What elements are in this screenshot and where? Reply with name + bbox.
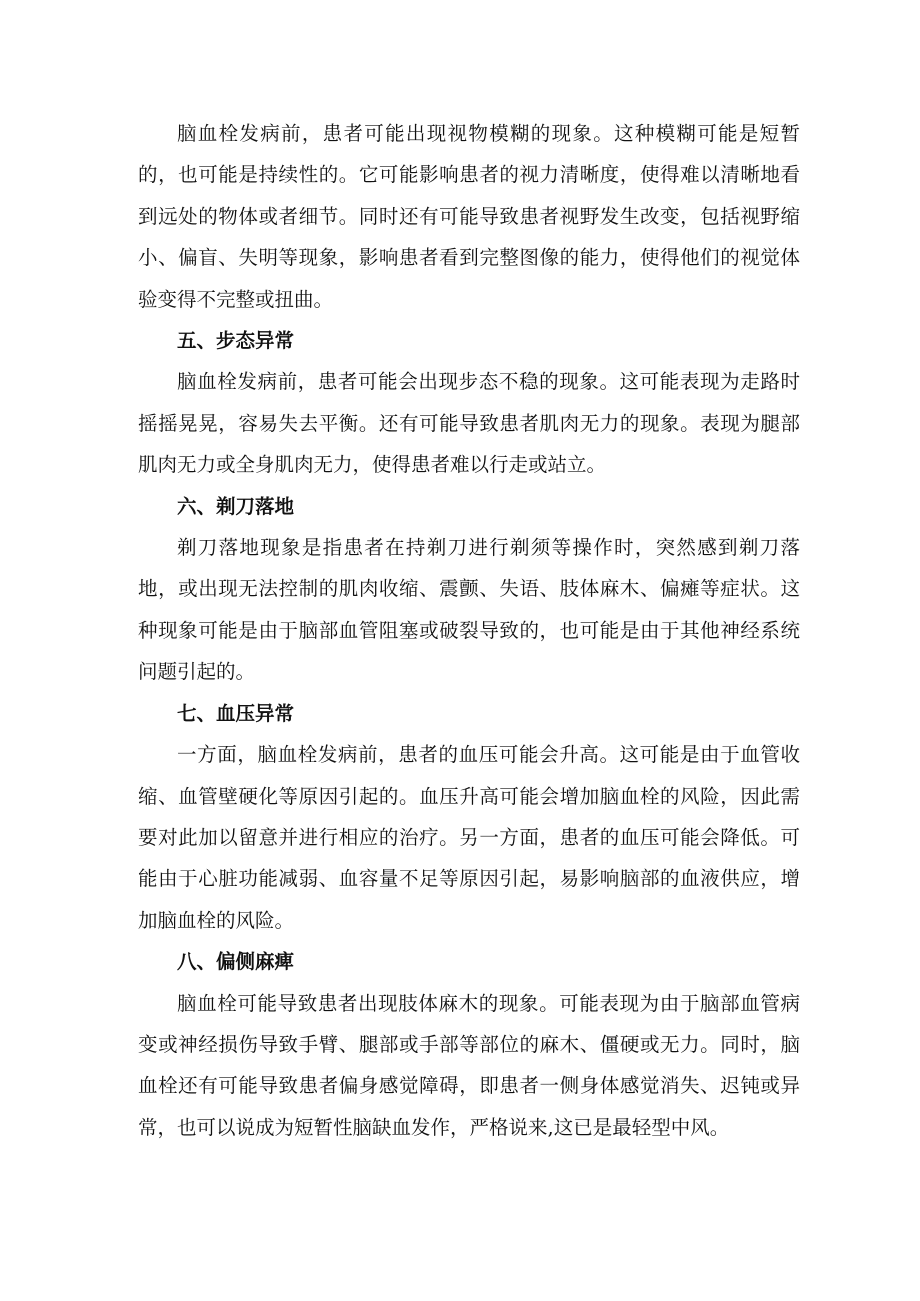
paragraph-razor-drop: 剃刀落地现象是指患者在持剃刀进行剃须等操作时，突然感到剃刀落地，或出现无法控制的肌肉收缩、震颤、失语、肢体麻木、偏瘫等症状。这种现象可能是由于脑部血管阻塞或破裂导致的，也可能是由于其他神经系统问题引起的。 bbox=[138, 536, 800, 684]
paragraph-blood-pressure: 一方面，脑血栓发病前，患者的血压可能会升高。这可能是由于血管收缩、血管壁硬化等原因引起的。血压升高可能会增加脑血栓的风险，因此需要对此加以留意并进行相应的治疗。另一方面，患者的血压可能会降低。可能由于心脏功能减弱、血容量不足等原因引起，易影响脑部的血液供应，增加脑血栓的风险。 bbox=[138, 743, 800, 932]
heading-blood-pressure: 七、血压异常 bbox=[177, 701, 295, 725]
heading-hemi-numbness: 八、偏侧麻痺 bbox=[177, 950, 295, 974]
paragraph-hemi-numbness: 脑血栓可能导致患者出现肢体麻木的现象。可能表现为由于脑部血管病变或神经损伤导致手臂、腿部或手部等部位的麻木、僵硬或无力。同时，脑血栓还有可能导致患者偏身感觉障碍，即患者一侧身体感觉消失、迟钝或异常，也可以说成为短暂性脑缺血发作，严格说来,这已是最轻型中风。 bbox=[138, 991, 800, 1139]
heading-razor-drop: 六、剃刀落地 bbox=[177, 494, 295, 518]
heading-gait-abnormality: 五、步态异常 bbox=[177, 329, 295, 353]
paragraph-vision-blur: 脑血栓发病前，患者可能出现视物模糊的现象。这种模糊可能是短暂的，也可能是持续性的。它可能影响患者的视力清晰度，使得难以清晰地看到远处的物体或者细节。同时还有可能导致患者视野发生改变，包括视野缩小、偏盲、失明等现象，影响患者看到完整图像的能力，使得他们的视觉体验变得不完整或扭曲。 bbox=[138, 122, 800, 311]
paragraph-gait-abnormality: 脑血栓发病前，患者可能会出现步态不稳的现象。这可能表现为走路时摇摇晃晃，容易失去平衡。还有可能导致患者肌肉无力的现象。表现为腿部肌肉无力或全身肌肉无力，使得患者难以行走或站立。 bbox=[138, 370, 800, 477]
document-body bbox=[138, 113, 800, 1148]
